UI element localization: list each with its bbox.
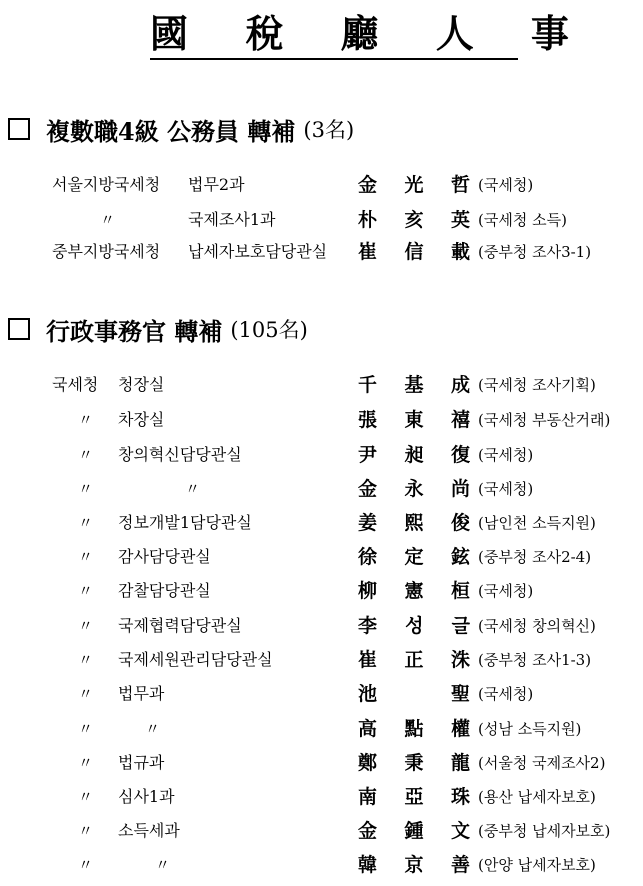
- name-char: 글: [451, 615, 470, 637]
- name-char: 柳: [358, 580, 378, 602]
- list-item: [0, 508, 643, 538]
- person-name: [358, 508, 470, 538]
- list-item: [0, 611, 643, 641]
- org-label: 〃: [78, 651, 94, 669]
- list-item: [0, 679, 643, 709]
- list-item: [0, 170, 643, 200]
- previous-post: (국세청): [478, 446, 534, 464]
- org-label: 〃: [78, 480, 94, 498]
- list-item: [0, 782, 643, 812]
- dept-label: 창의혁신담당관실: [118, 445, 242, 464]
- org-label: 〃: [78, 720, 94, 738]
- list-item: [0, 237, 643, 267]
- dept-label: 차장실: [118, 410, 165, 429]
- name-char: 亥: [404, 209, 424, 231]
- name-char: 英: [450, 209, 470, 231]
- name-char: 定: [404, 546, 424, 568]
- person-name: [358, 405, 470, 435]
- name-char: 桓: [450, 580, 470, 602]
- name-char: 禧: [450, 409, 470, 431]
- name-char: 金: [358, 174, 378, 196]
- org-label: 〃: [78, 446, 94, 464]
- previous-post: (국세청): [478, 480, 534, 498]
- name-char: 基: [404, 374, 424, 396]
- person-name: [358, 370, 470, 400]
- name-char: 高: [358, 718, 378, 740]
- name-char: 珠: [450, 786, 470, 808]
- dept-label: 소득세과: [118, 821, 180, 840]
- checkbox-square-icon: [8, 318, 30, 340]
- person-name: [358, 850, 470, 880]
- previous-post: (국세청): [478, 176, 534, 194]
- section-heading: [8, 314, 308, 344]
- previous-post: (국세청 소득): [478, 211, 567, 229]
- list-item: [0, 542, 643, 572]
- org-label: 〃: [78, 754, 94, 772]
- person-name: [358, 474, 470, 504]
- dept-label: 정보개발1담당관실: [118, 513, 252, 532]
- previous-post: (남인천 소득지원): [478, 514, 596, 532]
- name-char: 憲: [404, 580, 424, 602]
- name-char: 龍: [450, 752, 470, 774]
- previous-post: (중부청 조사2-4): [478, 548, 592, 566]
- section-heading: [8, 114, 354, 144]
- list-item: [0, 748, 643, 778]
- name-char: 池: [358, 683, 378, 705]
- dept-label: 국제세원관리담당관실: [118, 650, 273, 669]
- previous-post: (중부청 조사1-3): [478, 651, 592, 669]
- name-char: 張: [358, 409, 378, 431]
- name-char: 성: [405, 615, 424, 637]
- dept-label: 심사1과: [118, 787, 175, 806]
- name-char: 永: [404, 478, 424, 500]
- org-label: 〃: [78, 685, 94, 703]
- name-char: 韓: [358, 854, 378, 876]
- dept-label: 청장실: [118, 375, 165, 394]
- name-char: 熙: [404, 512, 424, 534]
- list-item: [0, 850, 643, 880]
- org-label: 〃: [78, 788, 94, 806]
- dept-label: 국제협력담당관실: [118, 616, 242, 635]
- dept-label: 국제조사1과: [188, 210, 276, 229]
- org-label: 〃: [78, 548, 94, 566]
- previous-post: (국세청 부동산거래): [478, 411, 611, 429]
- org-label: 〃: [78, 822, 94, 840]
- name-char: 昶: [404, 444, 424, 466]
- org-label: 〃: [100, 211, 116, 229]
- page-title: 國 稅 廳 人 事: [150, 11, 591, 56]
- name-char: 鄭: [358, 752, 378, 774]
- org-label: 〃: [78, 411, 94, 429]
- name-char: 載: [450, 241, 470, 263]
- dept-label: 감찰담당관실: [118, 581, 211, 600]
- org-label: 중부지방국세청: [52, 242, 161, 261]
- name-char: 正: [404, 649, 424, 671]
- name-char: 善: [450, 854, 470, 876]
- dept-label: 감사담당관실: [118, 547, 211, 566]
- person-name: [358, 679, 470, 709]
- previous-post: (용산 납세자보호): [478, 788, 596, 806]
- name-char: 秉: [404, 752, 424, 774]
- list-item: [0, 714, 643, 744]
- name-char: 崔: [358, 649, 378, 671]
- person-name: [358, 714, 470, 744]
- previous-post: (중부청 조사3-1): [478, 243, 592, 261]
- dept-label: 〃: [185, 480, 201, 498]
- name-char: 俊: [450, 512, 470, 534]
- dept-label: 법규과: [118, 753, 165, 772]
- org-label: 서울지방국세청: [52, 175, 161, 194]
- person-name: [358, 645, 470, 675]
- name-char: 南: [358, 786, 378, 808]
- dept-label: 〃: [145, 720, 161, 738]
- person-name: [358, 237, 470, 267]
- name-char: 文: [450, 820, 470, 842]
- section-count: (105名): [230, 318, 308, 342]
- org-label: 〃: [78, 617, 94, 635]
- previous-post: (국세청): [478, 582, 534, 600]
- name-char: 朴: [358, 209, 378, 231]
- name-char: 權: [450, 718, 470, 740]
- list-item: [0, 440, 643, 470]
- name-char: 尹: [358, 444, 378, 466]
- list-item: [0, 205, 643, 235]
- previous-post: (서울청 국제조사2): [478, 754, 606, 772]
- name-char: 洙: [450, 649, 470, 671]
- name-char: 金: [358, 820, 378, 842]
- name-char: 尚: [450, 478, 470, 500]
- name-char: 京: [404, 854, 424, 876]
- list-item: [0, 645, 643, 675]
- previous-post: (중부청 납세자보호): [478, 822, 611, 840]
- title-underline: [150, 58, 518, 60]
- list-item: [0, 474, 643, 504]
- person-name: [358, 576, 470, 606]
- person-name: [358, 205, 470, 235]
- name-char: 金: [358, 478, 378, 500]
- section-count: (3名): [303, 118, 355, 142]
- dept-label: 납세자보호담당관실: [188, 242, 328, 261]
- name-char: 成: [450, 374, 470, 396]
- name-char: 光: [404, 174, 424, 196]
- name-char: 崔: [358, 241, 378, 263]
- org-label: 〃: [78, 514, 94, 532]
- org-label: 국세청: [52, 375, 99, 394]
- name-char: 哲: [450, 174, 470, 196]
- org-label: 〃: [78, 856, 94, 874]
- person-name: [358, 782, 470, 812]
- name-char: 鍾: [404, 820, 424, 842]
- name-char: 復: [450, 444, 470, 466]
- list-item: [0, 405, 643, 435]
- dept-label: 법무2과: [188, 175, 245, 194]
- name-char: 姜: [358, 512, 378, 534]
- person-name: [358, 542, 470, 572]
- person-name: [358, 816, 470, 846]
- org-label: 〃: [78, 582, 94, 600]
- name-char: 聖: [450, 683, 470, 705]
- section-title: 複數職4級 公務員 轉補: [46, 116, 296, 146]
- previous-post: (성남 소득지원): [478, 720, 582, 738]
- list-item: [0, 370, 643, 400]
- name-char: 亞: [404, 786, 424, 808]
- dept-label: 〃: [155, 856, 171, 874]
- person-name: [358, 440, 470, 470]
- previous-post: (국세청 조사기획): [478, 376, 596, 394]
- name-char: 點: [404, 718, 424, 740]
- checkbox-square-icon: [8, 118, 30, 140]
- previous-post: (국세청): [478, 685, 534, 703]
- name-char: 信: [404, 241, 424, 263]
- name-char: 徐: [358, 546, 378, 568]
- name-char: 鉉: [450, 546, 470, 568]
- name-char: 東: [404, 409, 424, 431]
- list-item: [0, 576, 643, 606]
- dept-label: 법무과: [118, 684, 165, 703]
- name-char: 千: [358, 374, 378, 396]
- previous-post: (국세청 창의혁신): [478, 617, 596, 635]
- previous-post: (안양 납세자보호): [478, 856, 596, 874]
- name-char: 李: [358, 615, 378, 637]
- person-name: [358, 170, 470, 200]
- list-item: [0, 816, 643, 846]
- name-char: [404, 679, 423, 709]
- person-name: [358, 611, 470, 641]
- section-title: 行政事務官 轉補: [46, 316, 223, 346]
- person-name: [358, 748, 470, 778]
